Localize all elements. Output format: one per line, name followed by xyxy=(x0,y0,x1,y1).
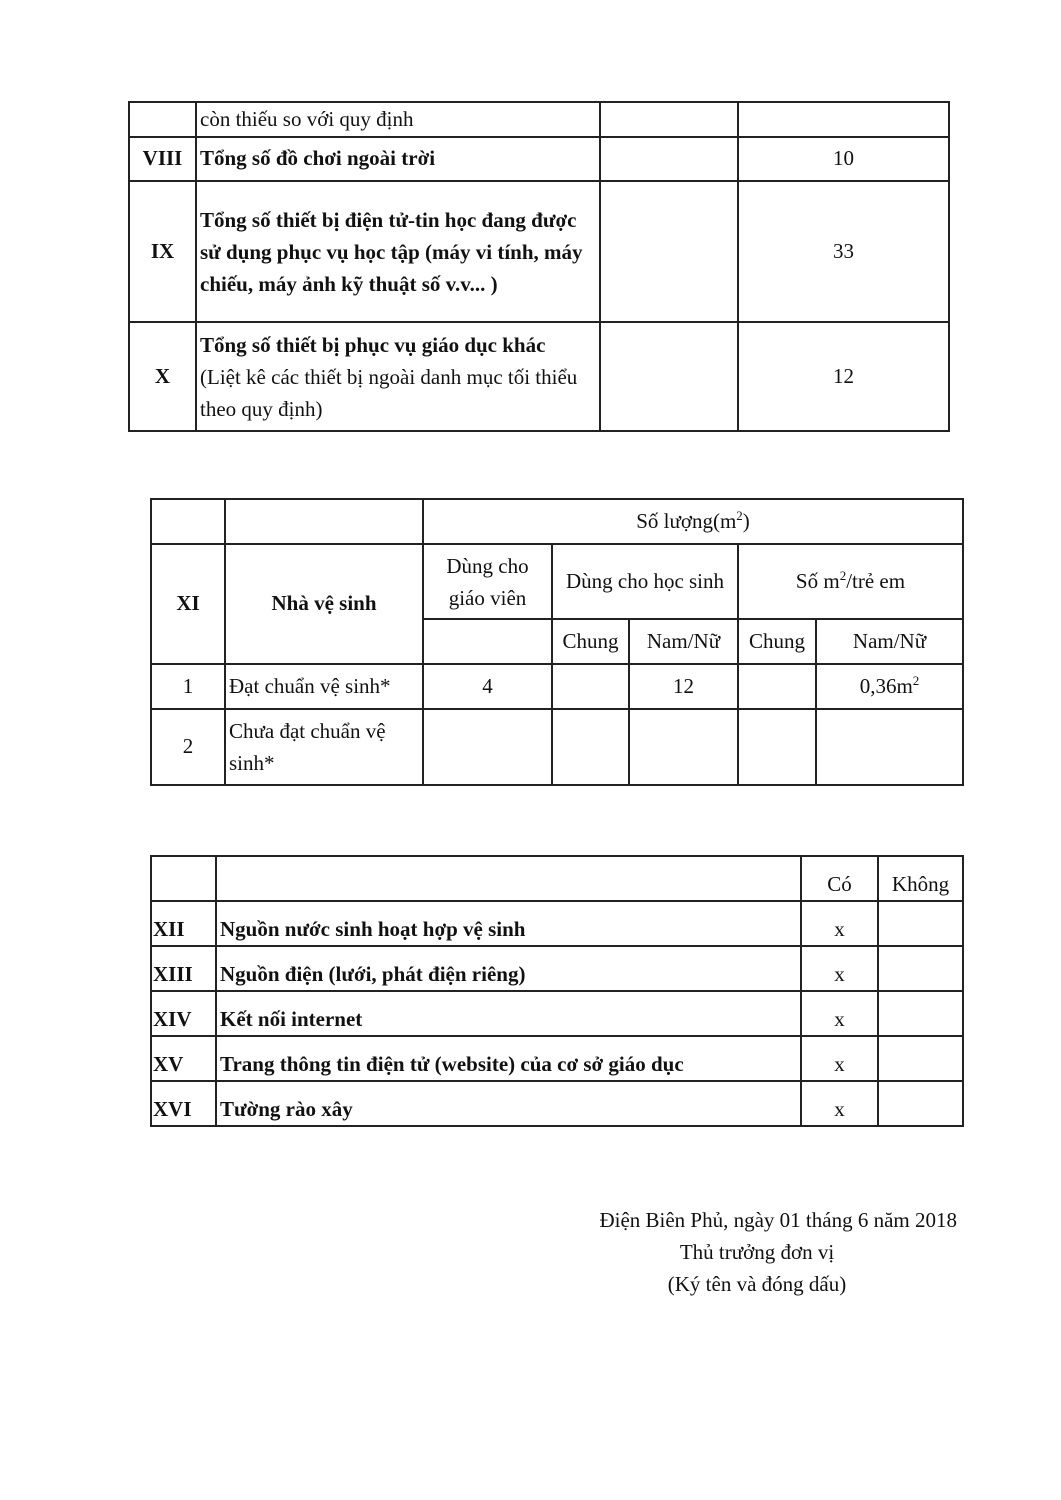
row-value: 10 xyxy=(738,137,949,181)
empty-cell xyxy=(216,856,801,901)
empty-cell xyxy=(151,499,225,544)
student-mf-value: 12 xyxy=(629,664,738,709)
table-row xyxy=(129,102,949,137)
per-common-value xyxy=(738,664,816,709)
row-empty-cell xyxy=(600,181,738,322)
row-number: XII xyxy=(151,901,216,946)
row-empty-cell xyxy=(600,102,738,137)
row-value: 12 xyxy=(738,322,949,431)
student-common-value xyxy=(552,709,629,785)
sub-common-header: Chung xyxy=(738,619,816,664)
table-row xyxy=(129,181,949,322)
table-row xyxy=(151,946,963,991)
row-label: Chưa đạt chuẩn vệ sinh* xyxy=(225,709,423,785)
teacher-value xyxy=(423,709,552,785)
toilet-table xyxy=(150,498,964,786)
quantity-header: Số $lượng(m^2)$ xyxy=(423,499,963,544)
table-row xyxy=(151,991,963,1036)
facilities-table xyxy=(150,855,964,1127)
empty-cell xyxy=(225,499,423,544)
yes-value: x xyxy=(801,946,878,991)
row-number: VIII xyxy=(129,137,196,181)
section-number: XI xyxy=(151,544,225,664)
row-number: XIV xyxy=(151,991,216,1036)
row-label: Nguồn điện (lưới, phát điện riêng) xyxy=(216,946,801,991)
row-label: Trang thông tin điện tử (website) của cơ sở giáo dục xyxy=(216,1036,801,1081)
student-common-value xyxy=(552,664,629,709)
row-number: 2 xyxy=(151,709,225,785)
per-common-value xyxy=(738,709,816,785)
row-label: Nguồn nước sinh hoạt hợp vệ sinh xyxy=(216,901,801,946)
row-number: XIII xyxy=(151,946,216,991)
table-row xyxy=(151,664,963,709)
empty-cell xyxy=(423,619,552,664)
sub-male-female-header: Nam/Nữ xyxy=(629,619,738,664)
header-row xyxy=(151,856,963,901)
table-row xyxy=(151,1036,963,1081)
no-value xyxy=(878,991,963,1036)
row-label-cell xyxy=(196,322,600,431)
row-value xyxy=(738,102,949,137)
row-number: 1 xyxy=(151,664,225,709)
yes-value: x xyxy=(801,991,878,1036)
row-number xyxy=(129,102,196,137)
no-value xyxy=(878,946,963,991)
row-label: Kết nối internet xyxy=(216,991,801,1036)
sub-male-female-header: Nam/Nữ xyxy=(816,619,963,664)
yes-header: Có xyxy=(801,856,878,901)
yes-value: x xyxy=(801,901,878,946)
signature-note: (Ký tên và đóng dấu) xyxy=(667,1272,847,1296)
student-mf-value xyxy=(629,709,738,785)
equipment-table xyxy=(128,101,950,432)
row-number: IX xyxy=(129,181,196,322)
row-number: XVI xyxy=(151,1081,216,1126)
row-label: Đạt chuẩn vệ sinh* xyxy=(225,664,423,709)
sub-common-header: Chung xyxy=(552,619,629,664)
no-header: Không xyxy=(878,856,963,901)
header-row xyxy=(151,544,963,619)
table-row xyxy=(129,322,949,431)
empty-cell xyxy=(151,856,216,901)
per-child-header: Số $m^2$/trẻ em xyxy=(738,544,963,619)
row-empty-cell xyxy=(600,322,738,431)
yes-value: x xyxy=(801,1036,878,1081)
teacher-header: Dùng cho giáo viên xyxy=(423,544,552,619)
table-row xyxy=(151,901,963,946)
teacher-value: 4 xyxy=(423,664,552,709)
row-label: Tổng số thiết bị điện tử-tin học đang được sử dụng phục vụ học tập (máy vi tính, máy chiếu, máy ảnh kỹ thuật số v.v... ) xyxy=(196,181,600,322)
table-row xyxy=(129,137,949,181)
table-row xyxy=(151,709,963,785)
signature-block xyxy=(557,1204,957,1300)
yes-value: x xyxy=(801,1081,878,1126)
header-row xyxy=(151,499,963,544)
no-value xyxy=(878,1036,963,1081)
row-label: Tổng số đồ chơi ngoài trời xyxy=(196,137,600,181)
row-label: còn thiếu so với quy định xyxy=(196,102,600,137)
row-empty-cell xyxy=(600,137,738,181)
signer-title: Thủ trưởng đơn vị xyxy=(679,1240,835,1264)
row-value: 33 xyxy=(738,181,949,322)
row-number: XV xyxy=(151,1036,216,1081)
per-mf-value: $0,36m^2$ xyxy=(816,664,963,709)
row-label: Tường rào xây xyxy=(216,1081,801,1126)
row-label-note: (Liệt kê các thiết bị ngoài danh mục tối thiểu theo quy định) xyxy=(200,364,578,421)
table-row xyxy=(151,1081,963,1126)
students-header: Dùng cho học sinh xyxy=(552,544,738,619)
per-mf-value xyxy=(816,709,963,785)
row-label: Tổng số thiết bị phục vụ giáo dục khác xyxy=(200,332,546,357)
section-title: Nhà vệ sinh xyxy=(225,544,423,664)
place-date: Điện Biên Phủ, ngày 01 tháng 6 năm 2018 xyxy=(599,1208,957,1232)
no-value xyxy=(878,901,963,946)
no-value xyxy=(878,1081,963,1126)
row-number: X xyxy=(129,322,196,431)
